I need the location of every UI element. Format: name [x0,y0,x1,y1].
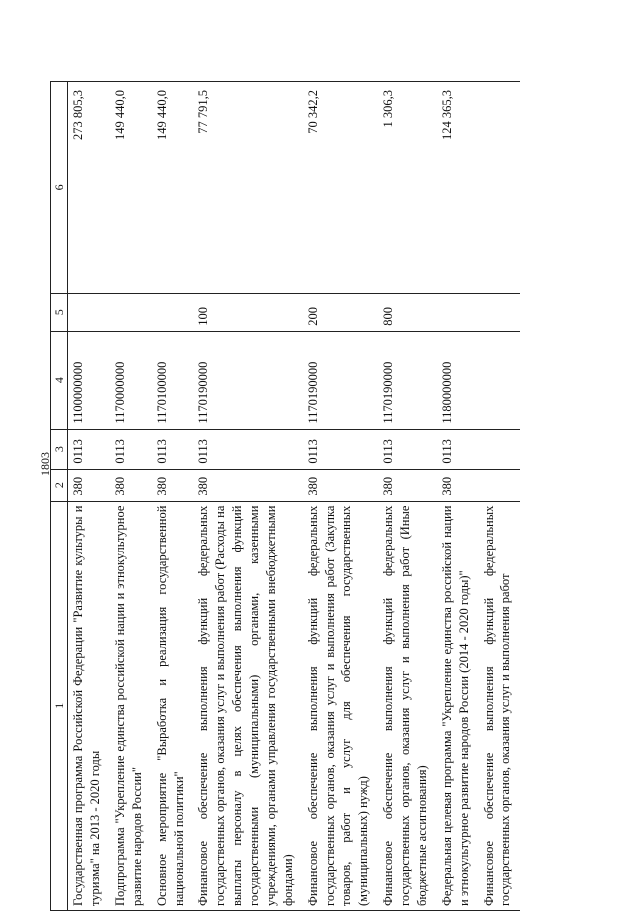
header-cell-name: 1 [51,501,68,910]
row-target-code: 1170100000 [152,331,194,429]
row-name: Государственная программа Российской Федерации "Развитие культуры и туризма" на 2013 - 2020 годы [68,501,110,910]
row-name: Основное мероприятие "Выработка и реализация государственной национальной политики" [152,501,194,910]
row-amount: 1 306,3 [378,82,437,294]
row-target-code: 1170190000 [193,331,302,429]
row-target-code: 1100000000 [68,331,110,429]
header-cell-expense-type: 5 [51,293,68,331]
row-name: Финансовое обеспечение выполнения функций федеральных государственных органов, оказания услуг и выполнения работ (Расходы на выплаты персоналу в целях обеспечения выполнения функций государственными (муниципальными) органами, казенными учреждениями, органами управления государственными внебюджетными фондами) [193,501,302,910]
row-target-code: 1170000000 [110,331,152,429]
row-expense-type: 100 [193,293,302,331]
row-expense-type: 800 [378,293,437,331]
row-section-code: 0113 [303,429,379,469]
table-row [193,82,302,911]
row-name: Финансовое обеспечение выполнения функций федеральных государственных органов, оказания услуг и выполнения работ (Иные бюджетные ассигнования) [378,501,437,910]
table-row [378,82,437,911]
row-expense-type [152,293,194,331]
row-amount [479,82,521,294]
table-row [68,82,110,911]
header-cell-ministry: 2 [51,469,68,501]
row-amount: 77 791,5 [193,82,302,294]
row-amount: 273 805,3 [68,82,110,294]
row-ministry-code: 380 [437,469,479,501]
row-target-code [479,331,521,429]
row-section-code: 0113 [110,429,152,469]
row-expense-type [437,293,479,331]
row-amount: 70 342,2 [303,82,379,294]
row-section-code: 0113 [437,429,479,469]
row-name: Федеральная целевая программа "Укрепление единства российской нации и этнокультурное развитие народов России (2014 - 2020 годы)" [437,501,479,910]
row-ministry-code: 380 [110,469,152,501]
table-row [110,82,152,911]
table-row [479,82,521,911]
budget-table [50,81,520,911]
row-amount: 149 440,0 [110,82,152,294]
row-section-code: 0113 [68,429,110,469]
row-name: Финансовое обеспечение выполнения функций федеральных государственных органов, оказания услуг и выполнения работ [479,501,521,910]
header-cell-target-article: 4 [51,331,68,429]
row-name: Финансовое обеспечение выполнения функций федеральных государственных органов, оказания услуг и выполнения работ (Закупка товаров, работ и услуг для обеспечения государственных (муниципальных) нужд) [303,501,379,910]
table-row [303,82,379,911]
row-ministry-code: 380 [193,469,302,501]
row-amount: 149 440,0 [152,82,194,294]
row-ministry-code: 380 [152,469,194,501]
row-expense-type: 200 [303,293,379,331]
row-target-code: 1170190000 [378,331,437,429]
header-row [51,82,68,911]
row-ministry-code [479,469,521,501]
budget-table-container [50,81,590,911]
row-expense-type [68,293,110,331]
row-ministry-code: 380 [378,469,437,501]
row-target-code: 1180000000 [437,331,479,429]
row-ministry-code: 380 [68,469,110,501]
row-name: Подпрограмма "Укрепление единства российской нации и этнокультурное развитие народов России" [110,501,152,910]
table-row [437,82,479,911]
row-section-code: 0113 [378,429,437,469]
row-target-code: 1170190000 [303,331,379,429]
header-cell-amount: 6 [51,82,68,294]
row-ministry-code: 380 [303,469,379,501]
row-section-code: 0113 [193,429,302,469]
row-amount: 124 365,3 [437,82,479,294]
page-number: 1803 [38,452,52,476]
row-section-code [479,429,521,469]
row-expense-type [479,293,521,331]
row-expense-type [110,293,152,331]
header-cell-section: 3 [51,429,68,469]
table-row [152,82,194,911]
row-section-code: 0113 [152,429,194,469]
